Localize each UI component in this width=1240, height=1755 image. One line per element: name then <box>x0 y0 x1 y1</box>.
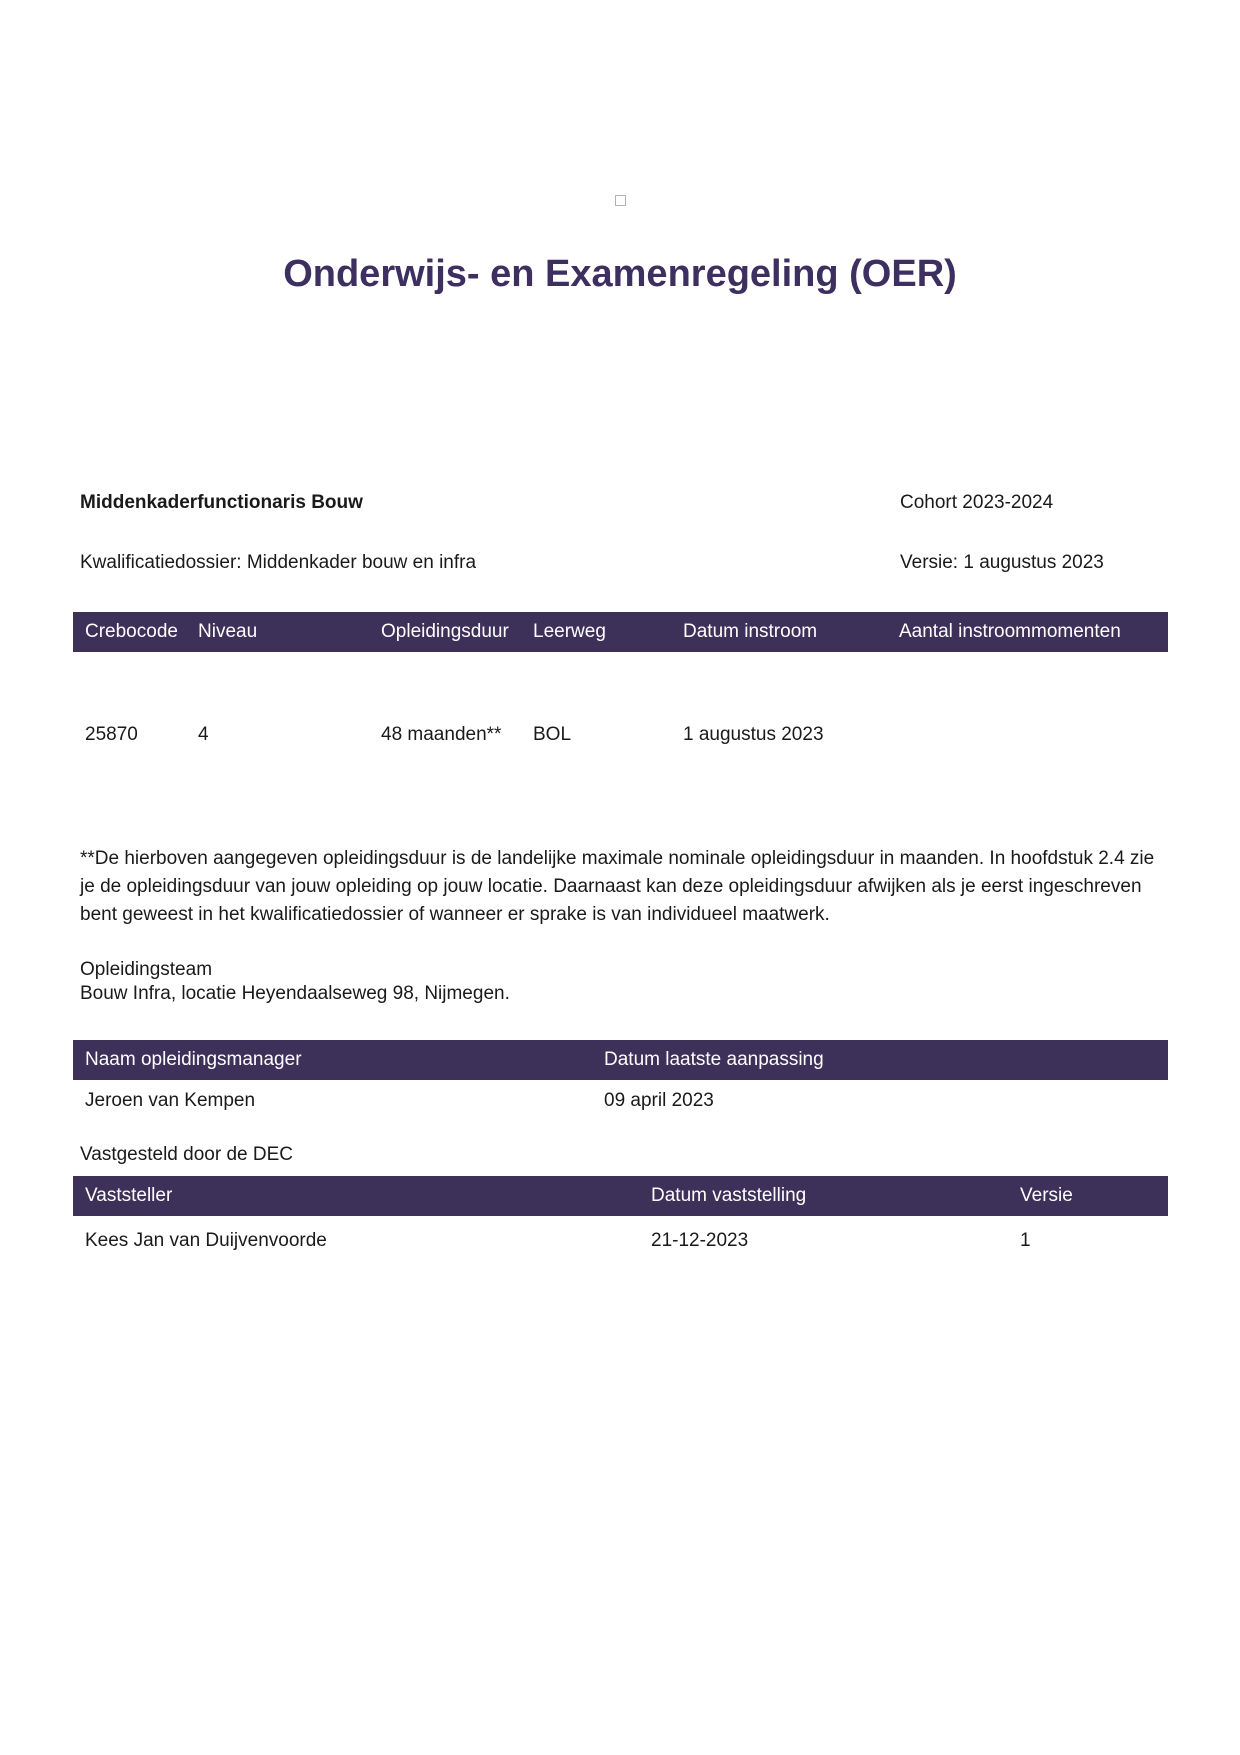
column-header-leerweg: Leerweg <box>533 621 606 642</box>
image-placeholder-icon <box>615 195 626 206</box>
column-header-datum-laatste-aanpassing: Datum laatste aanpassing <box>604 1049 824 1070</box>
opleidingsduur-footnote: **De hierboven aangegeven opleidingsduur is de landelijke maximale nominale opleidingsduur in maanden. In hoofdstuk 2.4 zie je de opleidingsduur van jouw opleiding op jouw locatie. Daarnaast kan deze opleidingsduur afwijken als je eerst ingeschreven bent geweest in het kwalificatiedossier of wanneer er sprake is van individueel maatwerk. <box>80 848 1155 925</box>
cohort-label: Cohort 2023-2024 <box>900 492 1054 513</box>
datum-laatste-aanpassing-value: 09 april 2023 <box>604 1090 714 1111</box>
manager-table-header <box>73 1040 1168 1080</box>
column-header-datum-instroom: Datum instroom <box>683 621 818 642</box>
program-table-header <box>73 612 1168 652</box>
leerweg-value: BOL <box>533 724 572 745</box>
approval-table-header <box>73 1176 1168 1216</box>
column-header-versie: Versie <box>1020 1185 1073 1206</box>
column-header-opleidingsduur: Opleidingsduur <box>381 621 509 642</box>
column-header-vaststeller: Vaststeller <box>85 1185 173 1206</box>
versie-value: 1 <box>1020 1230 1031 1251</box>
page-title: Onderwijs- en Examenregeling (OER) <box>283 253 957 295</box>
team-label: Opleidingsteam <box>80 959 213 980</box>
team-block <box>80 958 1168 1006</box>
qualification-dossier: Kwalificatiedossier: Middenkader bouw en infra <box>80 552 477 573</box>
approval-table-row <box>73 1228 1168 1254</box>
column-header-naam-opleidingsmanager: Naam opleidingsmanager <box>85 1049 302 1070</box>
program-info-line <box>0 492 1240 518</box>
program-table-row <box>73 722 1168 748</box>
team-location: Bouw Infra, locatie Heyendaalseweg 98, Nijmegen. <box>80 983 510 1004</box>
niveau-value: 4 <box>198 724 209 745</box>
dec-approval-label: Vastgesteld door de DEC <box>80 1144 293 1165</box>
version-label: Versie: 1 augustus 2023 <box>900 552 1104 573</box>
datum-vaststelling-value: 21-12-2023 <box>651 1230 749 1251</box>
manager-table-row <box>73 1088 1168 1114</box>
vaststeller-value: Kees Jan van Duijvenvoorde <box>85 1230 327 1251</box>
dossier-info-line <box>0 552 1240 578</box>
program-name: Middenkaderfunctionaris Bouw <box>80 492 363 513</box>
datum-instroom-value: 1 augustus 2023 <box>683 724 824 745</box>
crebocode-value: 25870 <box>85 724 138 745</box>
column-header-datum-vaststelling: Datum vaststelling <box>651 1185 807 1206</box>
column-header-crebocode: Crebocode <box>85 621 178 642</box>
opleidingsduur-value: 48 maanden** <box>381 724 502 745</box>
column-header-aantal-instroommomenten: Aantal instroommomenten <box>899 621 1121 642</box>
opleidingsmanager-value: Jeroen van Kempen <box>85 1090 256 1111</box>
column-header-niveau: Niveau <box>198 621 258 642</box>
